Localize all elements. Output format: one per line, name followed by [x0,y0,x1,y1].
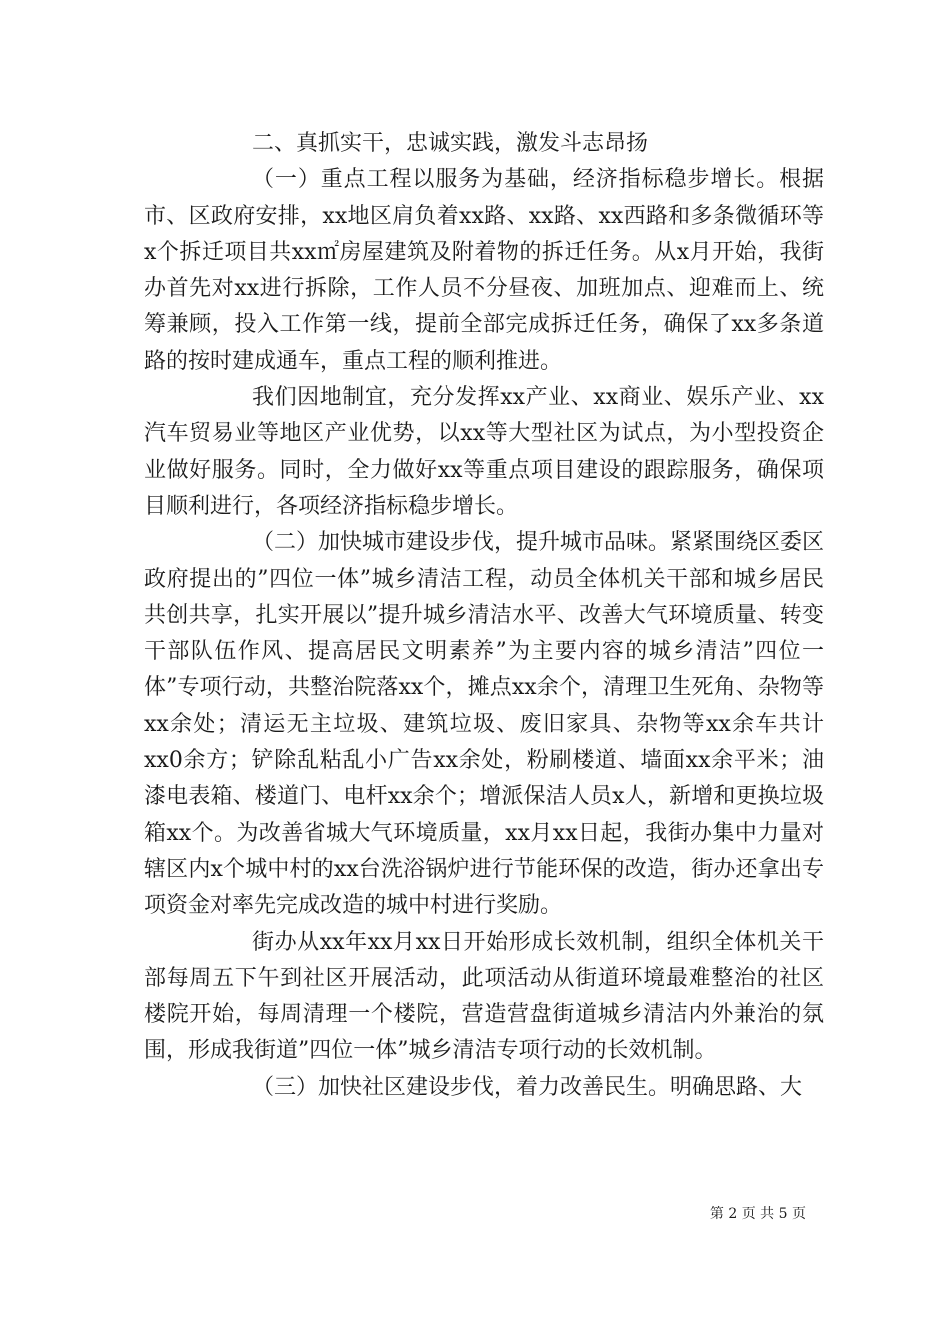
document-body [144,126,824,1106]
page-number: 第 2 页 共 5 页 [709,1206,806,1222]
paragraph-industry: 我们因地制宜，充分发挥xx产业、xx商业、娱乐产业、xx汽车贸易业等地区产业优势，以xx等大型社区为试点，为小型投资企业做好服务。同时，全力做好xx等重点项目建设的跟踪服务，确保项目顺利进行，各项经济指标稳步增长。 [144,385,824,519]
paragraph-key-projects: （一）重点工程以服务为基础，经济指标稳步增长。根据市、区政府安排，xx地区肩负着xx路、xx路、xx西路和多条微循环等x个拆迁项目共xx㎡房屋建筑及附着物的拆迁任务。从x月开始，我街办首先对xx进行拆除，工作人员不分昼夜、加班加点、迎难而上、统筹兼顾，投入工作第一线，提前全部完成拆迁任务，确保了xx多条道路的按时建成通车，重点工程的顺利推进。 [144,167,824,374]
paragraph-community-construction: （三）加快社区建设步伐，着力改善民生。明确思路、大 [252,1074,803,1100]
paragraph-city-construction: （二）加快城市建设步伐，提升城市品味。紧紧围绕区委区政府提出的”四位一体”城乡清洁工程，动员全体机关干部和城乡居民共创共享，扎实开展以”提升城乡清洁水平、改善大气环境质量、转变干部队伍作风、提高居民文明素养”为主要内容的城乡清洁”四位一体”专项行动，共整治院落xx个，摊点xx余个，清理卫生死角、杂物等xx余处；清运无主垃圾、建筑垃圾、废旧家具、杂物等xx余车共计xx0余方；铲除乱粘乱小广告xx余处，粉刷楼道、墙面xx余平米；油漆电表箱、楼道门、电杆xx余个；增派保洁人员x人，新增和更换垃圾箱xx个。为改善省城大气环境质量，xx月xx日起，我街办集中力量对辖区内x个城中村的xx台洗浴锅炉进行节能环保的改造，街办还拿出专项资金对率先完成改造的城中村进行奖励。 [144,530,825,919]
paragraph-long-term-mechanism: 街办从xx年xx月xx日开始形成长效机制，组织全体机关干部每周五下午到社区开展活动，此项活动从街道环境最难整治的社区楼院开始，每周清理一个楼院，营造营盘街道城乡清洁内外兼治的氛围，形成我街道”四位一体”城乡清洁专项行动的长效机制。 [144,929,824,1064]
section-heading: 二、真抓实干，忠诚实践，激发斗志昂扬 [252,131,649,156]
